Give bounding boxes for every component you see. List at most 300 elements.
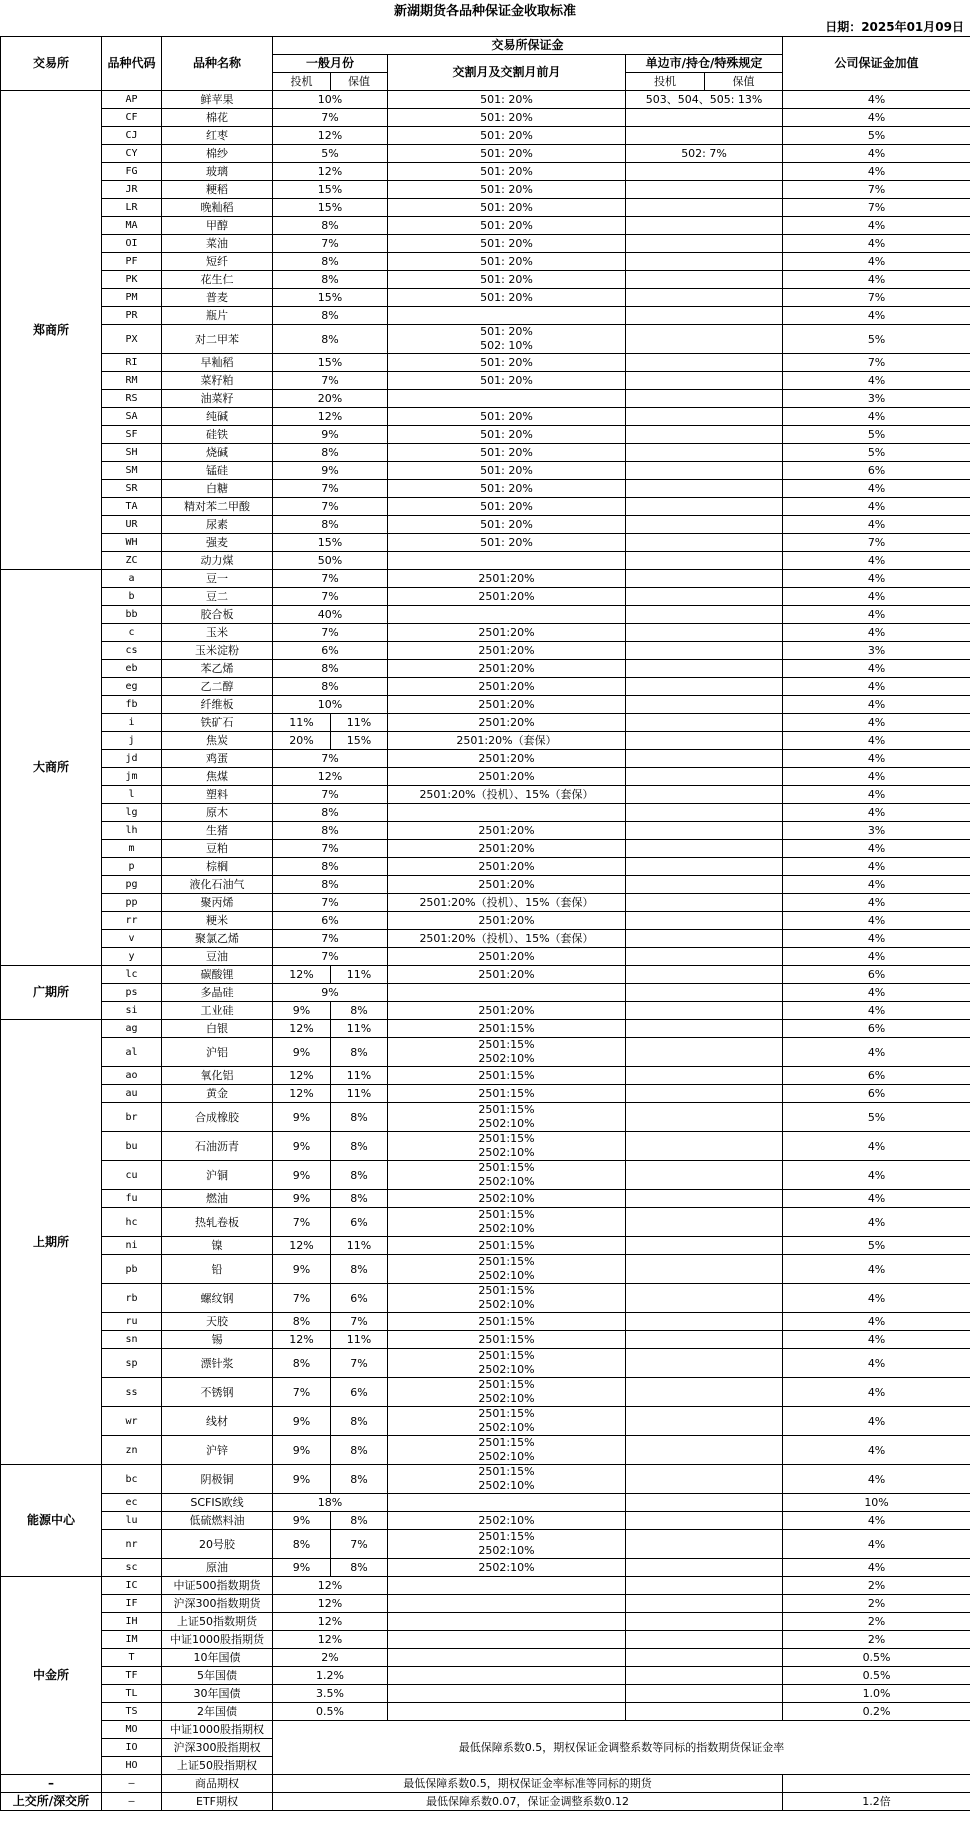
company-add-cell: 4%	[783, 1512, 970, 1530]
company-add-cell: 4%	[783, 678, 970, 696]
company-add-cell: 4%	[783, 570, 970, 588]
delivery-cell: 2501:20%（投机）、15%（套保）	[388, 930, 626, 948]
name-cell: 焦炭	[162, 732, 273, 750]
company-add-cell: 5%	[783, 1237, 970, 1255]
delivery-line: 2502:10%	[478, 1222, 535, 1235]
name-cell: 中证1000股指期货	[162, 1631, 273, 1649]
footer-note-cell: 最低保障系数0.07，保证金调整系数0.12	[273, 1793, 783, 1811]
code-cell: sc	[102, 1559, 162, 1577]
table-row	[1, 1465, 970, 1494]
spec-cell: 7%	[273, 498, 388, 516]
delivery-cell	[388, 1436, 626, 1465]
company-add-cell: 0.2%	[783, 1703, 970, 1721]
col-delivery: 交割月及交割月前月	[388, 55, 626, 91]
table-row	[1, 1721, 970, 1739]
page-title: 新湖期货各品种保证金收取标准	[393, 4, 576, 19]
delivery-cell: 2501:15%	[388, 1020, 626, 1038]
delivery-cell: 2501:20%（投机）、15%（套保）	[388, 894, 626, 912]
code-cell: IM	[102, 1631, 162, 1649]
table-row	[1, 660, 970, 678]
table-row	[1, 858, 970, 876]
code-cell: UR	[102, 516, 162, 534]
special-cell	[626, 253, 783, 271]
company-add-cell: 4%	[783, 1002, 970, 1020]
code-cell: pg	[102, 876, 162, 894]
special-cell	[626, 1208, 783, 1237]
code-cell: IC	[102, 1577, 162, 1595]
company-add-cell: 4%	[783, 253, 970, 271]
table-row	[1, 1512, 970, 1530]
special-cell	[626, 1559, 783, 1577]
code-cell: jd	[102, 750, 162, 768]
code-cell: cs	[102, 642, 162, 660]
delivery-cell: 501: 20%	[388, 534, 626, 552]
special-cell	[626, 127, 783, 145]
company-add-cell: 4%	[783, 912, 970, 930]
hedge-cell: 8%	[331, 1407, 388, 1436]
delivery-cell	[388, 1613, 626, 1631]
delivery-cell: 501: 20%	[388, 498, 626, 516]
hedge-cell: 8%	[331, 1038, 388, 1067]
col-name: 品种名称	[162, 37, 273, 91]
name-cell: 苯乙烯	[162, 660, 273, 678]
code-cell: y	[102, 948, 162, 966]
company-add-cell: 4%	[783, 1465, 970, 1494]
delivery-line: 2502:10%	[478, 1421, 535, 1434]
spec-cell: 8%	[273, 325, 388, 354]
col-exchange-margin: 交易所保证金	[273, 37, 783, 55]
code-cell: lu	[102, 1512, 162, 1530]
code-cell: p	[102, 858, 162, 876]
name-cell: 强麦	[162, 534, 273, 552]
hedge-cell: 15%	[331, 732, 388, 750]
name-cell: 红枣	[162, 127, 273, 145]
code-cell: a	[102, 570, 162, 588]
name-cell: 2年国债	[162, 1703, 273, 1721]
name-cell: 胶合板	[162, 606, 273, 624]
delivery-line: 2501:15%	[478, 1530, 535, 1543]
code-cell: –	[102, 1775, 162, 1793]
spec-cell: 8%	[273, 804, 388, 822]
delivery-line: 2501:15%	[478, 1255, 535, 1268]
company-add-cell: 4%	[783, 624, 970, 642]
special-cell	[626, 1331, 783, 1349]
hedge-cell: 11%	[331, 1085, 388, 1103]
company-add-cell: 3%	[783, 642, 970, 660]
spec-cell: 8%	[273, 660, 388, 678]
table-row	[1, 732, 970, 750]
name-cell: 焦煤	[162, 768, 273, 786]
spec-cell: 7%	[273, 894, 388, 912]
company-add-cell: 5%	[783, 127, 970, 145]
col-general-month: 一般月份	[273, 55, 388, 73]
special-cell	[626, 199, 783, 217]
spec-cell: 10%	[273, 91, 388, 109]
table-row	[1, 1494, 970, 1512]
special-cell	[626, 1085, 783, 1103]
name-cell: 豆一	[162, 570, 273, 588]
code-cell: zn	[102, 1436, 162, 1465]
col-spec: 投机	[273, 73, 331, 91]
company-add-cell: 6%	[783, 1067, 970, 1085]
spec-cell: 7%	[273, 480, 388, 498]
hedge-cell: 6%	[331, 1208, 388, 1237]
delivery-cell: 501: 20%	[388, 127, 626, 145]
special-cell	[626, 1067, 783, 1085]
delivery-cell: 2501:20%	[388, 570, 626, 588]
special-cell	[626, 696, 783, 714]
code-cell: ag	[102, 1020, 162, 1038]
delivery-cell: 2501:20%	[388, 822, 626, 840]
company-add-cell: 3%	[783, 390, 970, 408]
special-cell	[626, 1685, 783, 1703]
code-cell: TF	[102, 1667, 162, 1685]
name-cell: 工业硅	[162, 1002, 273, 1020]
delivery-cell	[388, 1132, 626, 1161]
table-row	[1, 163, 970, 181]
name-cell: 纤维板	[162, 696, 273, 714]
spec-cell: 7%	[273, 1378, 331, 1407]
name-cell: 棕榈	[162, 858, 273, 876]
name-cell: 纯碱	[162, 408, 273, 426]
name-cell: 铅	[162, 1255, 273, 1284]
table-row	[1, 372, 970, 390]
special-cell	[626, 984, 783, 1002]
company-add-cell	[783, 1775, 970, 1793]
delivery-cell	[388, 1255, 626, 1284]
special-cell	[626, 1512, 783, 1530]
code-cell: PX	[102, 325, 162, 354]
name-cell: 螺纹钢	[162, 1284, 273, 1313]
company-add-cell: 5%	[783, 1103, 970, 1132]
table-row	[1, 354, 970, 372]
code-cell: bb	[102, 606, 162, 624]
code-cell: ao	[102, 1067, 162, 1085]
delivery-cell: 2501:20%	[388, 588, 626, 606]
table-row	[1, 966, 970, 984]
company-add-cell: 4%	[783, 1284, 970, 1313]
code-cell: HO	[102, 1757, 162, 1775]
special-cell	[626, 1349, 783, 1378]
code-cell: fu	[102, 1190, 162, 1208]
table-row	[1, 570, 970, 588]
exchange-cell: 上期所	[1, 1020, 102, 1465]
special-cell	[626, 444, 783, 462]
spec-cell: 9%	[273, 426, 388, 444]
name-cell: 漂针浆	[162, 1349, 273, 1378]
spec-cell: 3.5%	[273, 1685, 388, 1703]
hedge-cell: 8%	[331, 1255, 388, 1284]
report-date: 日期：2025年01月09日	[825, 20, 964, 34]
name-cell: 石油沥青	[162, 1132, 273, 1161]
spec-cell: 12%	[273, 966, 331, 984]
name-cell: 精对苯二甲酸	[162, 498, 273, 516]
company-add-cell: 6%	[783, 1020, 970, 1038]
code-cell: IO	[102, 1739, 162, 1757]
table-row	[1, 444, 970, 462]
company-add-cell: 4%	[783, 930, 970, 948]
spec-cell: 8%	[273, 217, 388, 235]
col-company-add: 公司保证金加值	[783, 37, 970, 91]
name-cell: 乙二醇	[162, 678, 273, 696]
exchange-cell: 大商所	[1, 570, 102, 966]
code-cell: WH	[102, 534, 162, 552]
name-cell: 燃油	[162, 1190, 273, 1208]
hedge-cell: 8%	[331, 1002, 388, 1020]
special-cell	[626, 516, 783, 534]
delivery-cell	[388, 1530, 626, 1559]
code-cell: SR	[102, 480, 162, 498]
hedge-cell: 8%	[331, 1559, 388, 1577]
table-row	[1, 642, 970, 660]
spec-cell: 7%	[273, 750, 388, 768]
delivery-cell: 501: 20%	[388, 217, 626, 235]
delivery-cell	[388, 1667, 626, 1685]
company-add-cell: 4%	[783, 163, 970, 181]
code-cell: FG	[102, 163, 162, 181]
name-cell: 镍	[162, 1237, 273, 1255]
table-row	[1, 145, 970, 163]
company-add-cell: 4%	[783, 1313, 970, 1331]
code-cell: si	[102, 1002, 162, 1020]
name-cell: 白糖	[162, 480, 273, 498]
code-cell: m	[102, 840, 162, 858]
name-cell: 沪铝	[162, 1038, 273, 1067]
spec-cell: 1.2%	[273, 1667, 388, 1685]
special-cell	[626, 163, 783, 181]
special-cell	[626, 678, 783, 696]
delivery-cell: 2501:20%	[388, 912, 626, 930]
spec-cell: 9%	[273, 1038, 331, 1067]
delivery-cell: 2501:20%	[388, 696, 626, 714]
delivery-cell: 2502:10%	[388, 1190, 626, 1208]
hedge-cell: 11%	[331, 1020, 388, 1038]
special-cell	[626, 822, 783, 840]
special-cell: 503、504、505: 13%	[626, 91, 783, 109]
delivery-line: 2502:10%	[478, 1146, 535, 1159]
special-cell	[626, 1667, 783, 1685]
code-cell: TS	[102, 1703, 162, 1721]
delivery-cell	[388, 1378, 626, 1407]
company-add-cell: 4%	[783, 876, 970, 894]
code-cell: rb	[102, 1284, 162, 1313]
special-cell	[626, 1313, 783, 1331]
special-cell	[626, 1436, 783, 1465]
spec-cell: 7%	[273, 786, 388, 804]
hedge-cell: 6%	[331, 1378, 388, 1407]
code-cell: fb	[102, 696, 162, 714]
special-cell	[626, 1255, 783, 1284]
table-row	[1, 109, 970, 127]
spec-cell: 9%	[273, 1559, 331, 1577]
special-cell	[626, 1595, 783, 1613]
spec-cell: 12%	[273, 1331, 331, 1349]
hedge-cell: 8%	[331, 1103, 388, 1132]
delivery-cell: 2501:15%	[388, 1237, 626, 1255]
special-cell	[626, 606, 783, 624]
name-cell: 液化石油气	[162, 876, 273, 894]
table-row	[1, 1002, 970, 1020]
delivery-cell: 2501:20%（投机）、15%（套保）	[388, 786, 626, 804]
code-cell: ec	[102, 1494, 162, 1512]
code-cell: MA	[102, 217, 162, 235]
table-row	[1, 1530, 970, 1559]
delivery-line: 502: 10%	[480, 339, 533, 352]
hedge-cell: 7%	[331, 1530, 388, 1559]
spec-cell: 7%	[273, 372, 388, 390]
delivery-cell: 501: 20%	[388, 181, 626, 199]
name-cell: 早籼稻	[162, 354, 273, 372]
delivery-cell: 501: 20%	[388, 372, 626, 390]
table-row	[1, 1284, 970, 1313]
code-cell: sp	[102, 1349, 162, 1378]
code-cell: JR	[102, 181, 162, 199]
company-add-cell: 4%	[783, 145, 970, 163]
spec-cell: 12%	[273, 408, 388, 426]
code-cell: bu	[102, 1132, 162, 1161]
special-cell	[626, 289, 783, 307]
hedge-cell: 8%	[331, 1161, 388, 1190]
delivery-cell: 501: 20%	[388, 199, 626, 217]
special-cell	[626, 1465, 783, 1494]
special-cell	[626, 498, 783, 516]
col-special: 单边市/持仓/特殊规定	[626, 55, 783, 73]
name-cell: 油菜籽	[162, 390, 273, 408]
code-cell: MO	[102, 1721, 162, 1739]
delivery-cell	[388, 307, 626, 325]
name-cell: 菜籽粕	[162, 372, 273, 390]
code-cell: au	[102, 1085, 162, 1103]
table-row	[1, 199, 970, 217]
spec-cell: 9%	[273, 1103, 331, 1132]
code-cell: hc	[102, 1208, 162, 1237]
delivery-line: 2501:15%	[478, 1284, 535, 1297]
name-cell: 上证50股指期权	[162, 1757, 273, 1775]
company-add-cell: 4%	[783, 1255, 970, 1284]
table-row	[1, 516, 970, 534]
code-cell: SF	[102, 426, 162, 444]
company-add-cell: 4%	[783, 858, 970, 876]
table-row	[1, 1577, 970, 1595]
spec-cell: 5%	[273, 145, 388, 163]
delivery-line: 2502:10%	[478, 1175, 535, 1188]
delivery-cell: 501: 20%	[388, 109, 626, 127]
table-row	[1, 588, 970, 606]
code-cell: PM	[102, 289, 162, 307]
col-code: 品种代码	[102, 37, 162, 91]
table-row	[1, 1349, 970, 1378]
company-add-cell: 7%	[783, 534, 970, 552]
delivery-cell	[388, 804, 626, 822]
code-cell: jm	[102, 768, 162, 786]
table-row	[1, 552, 970, 570]
special-cell	[626, 408, 783, 426]
company-add-cell: 4%	[783, 696, 970, 714]
spec-cell: 9%	[273, 1132, 331, 1161]
delivery-cell	[388, 1038, 626, 1067]
spec-cell: 8%	[273, 876, 388, 894]
company-add-cell: 4%	[783, 984, 970, 1002]
company-add-cell: 4%	[783, 714, 970, 732]
table-row	[1, 1237, 970, 1255]
delivery-line: 2502:10%	[478, 1450, 535, 1463]
table-row	[1, 1685, 970, 1703]
company-add-cell: 6%	[783, 966, 970, 984]
code-cell: sn	[102, 1331, 162, 1349]
code-cell: CY	[102, 145, 162, 163]
table-row	[1, 1775, 970, 1793]
name-cell: 20号胶	[162, 1530, 273, 1559]
code-cell: LR	[102, 199, 162, 217]
company-add-cell: 2%	[783, 1595, 970, 1613]
company-add-cell: 4%	[783, 1190, 970, 1208]
delivery-cell	[388, 1631, 626, 1649]
company-add-cell: 4%	[783, 1132, 970, 1161]
special-cell	[626, 624, 783, 642]
company-add-cell: 0.5%	[783, 1667, 970, 1685]
spec-cell: 9%	[273, 1436, 331, 1465]
special-cell	[626, 1038, 783, 1067]
delivery-cell: 2501:15%	[388, 1067, 626, 1085]
company-add-cell: 4%	[783, 271, 970, 289]
spec-cell: 7%	[273, 588, 388, 606]
name-cell: 动力煤	[162, 552, 273, 570]
table-row	[1, 1255, 970, 1284]
delivery-cell: 501: 20%	[388, 444, 626, 462]
table-row	[1, 750, 970, 768]
spec-cell: 9%	[273, 462, 388, 480]
name-cell: 碳酸锂	[162, 966, 273, 984]
special-cell	[626, 1103, 783, 1132]
table-row	[1, 1667, 970, 1685]
name-cell: 铁矿石	[162, 714, 273, 732]
delivery-cell: 501: 20%	[388, 289, 626, 307]
table-row	[1, 1407, 970, 1436]
special-cell	[626, 1378, 783, 1407]
spec-cell: 7%	[273, 235, 388, 253]
code-cell: PK	[102, 271, 162, 289]
table-row	[1, 181, 970, 199]
special-cell	[626, 660, 783, 678]
company-add-cell: 4%	[783, 660, 970, 678]
col-special-spec: 投机	[626, 73, 705, 91]
name-cell: 商品期权	[162, 1775, 273, 1793]
delivery-line: 2502:10%	[478, 1363, 535, 1376]
delivery-cell	[388, 1208, 626, 1237]
spec-cell: 7%	[273, 840, 388, 858]
spec-cell: 7%	[273, 109, 388, 127]
hedge-cell: 6%	[331, 1284, 388, 1313]
company-add-cell: 4%	[783, 750, 970, 768]
table-row	[1, 1559, 970, 1577]
delivery-cell	[388, 1103, 626, 1132]
company-add-cell: 4%	[783, 109, 970, 127]
spec-cell: 9%	[273, 984, 388, 1002]
company-add-cell: 4%	[783, 1038, 970, 1067]
company-add-cell: 0.5%	[783, 1649, 970, 1667]
spec-cell: 8%	[273, 444, 388, 462]
company-add-cell: 4%	[783, 307, 970, 325]
code-cell: al	[102, 1038, 162, 1067]
spec-cell: 9%	[273, 1512, 331, 1530]
name-cell: 豆二	[162, 588, 273, 606]
delivery-cell	[388, 1595, 626, 1613]
name-cell: 玻璃	[162, 163, 273, 181]
table-row	[1, 390, 970, 408]
table-row	[1, 984, 970, 1002]
table-row	[1, 1067, 970, 1085]
hedge-cell: 8%	[331, 1465, 388, 1494]
